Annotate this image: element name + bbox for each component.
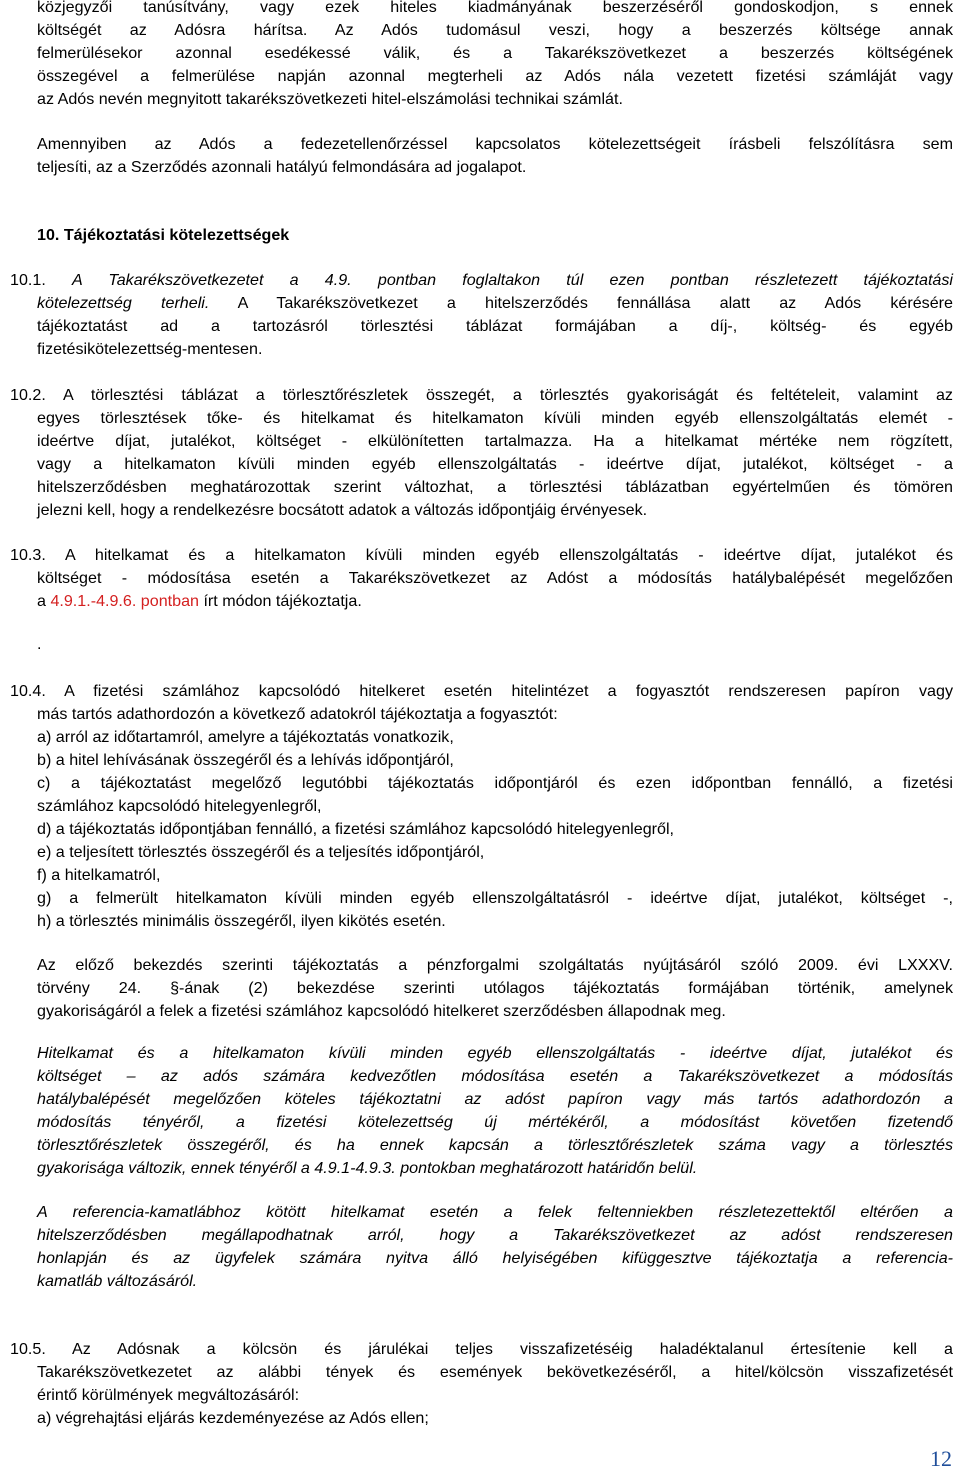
paragraph-number: 10.4. (10, 682, 46, 700)
text-line: az Adós nevén megnyitott takarékszövetkezeti hitel-elszámolási technikai számlát. (37, 90, 623, 108)
text-line: egyes törlesztések tőke- és hitelkamat és hitelkamaton kívüli minden egyéb ellenszolgáltatás elemét - (37, 409, 953, 427)
italic-block-1 (37, 1042, 953, 1180)
text-line: költséget – az adós számára kedvezőtlen módosítása esetén a Takarékszövetkezet a módosítás (37, 1067, 953, 1085)
paragraph-number: 10.1. (10, 271, 46, 289)
stray-dot (37, 633, 953, 656)
paragraph-10-4 (10, 680, 953, 933)
text-line: ideértve díjat, jutalékot, költséget - elkülönítetten tartalmazza. Ha a hitelkamat mértéke nem rögzített, (37, 432, 953, 450)
text-line: törlesztőrészletek összegéről, és ha ennek kapcsán a törlesztőrészletek száma vagy a törlesztés (37, 1136, 953, 1154)
list-item: f) a hitelkamatról, (37, 866, 161, 884)
text-fragment: írt módon tájékoztatja. (198, 592, 362, 610)
italic-text: kötelezettség terheli. (37, 294, 210, 312)
text-line: fizetésikötelezettség-mentesen. (37, 340, 263, 358)
list-item: h) a törlesztés minimális összegéről, ilyen kikötés esetén. (37, 912, 446, 930)
cross-reference: 4.9.1.-4.9.6. pontban (50, 592, 199, 610)
paragraph-number: 10.2. (10, 386, 46, 404)
paragraph-number: 10.3. (10, 546, 46, 564)
text-line: törvény 24. §-ának (2) bekezdése szerinti utólagos tájékoztatás formájában történik, amelynek (37, 979, 953, 997)
section-heading (37, 224, 953, 247)
paragraph-10-2 (10, 384, 953, 522)
text-line: Amennyiben az Adós a fedezetellenőrzéssel kapcsolatos kötelezettségeit írásbeli felszólításra sem (37, 135, 953, 153)
list-item: számlához kapcsolódó hitelegyenlegről, (37, 797, 322, 815)
text-fragment: A törlesztési táblázat a törlesztőrészletek összegét, a törlesztés gyakoriságát és feltételeit, valamint az (62, 386, 953, 404)
list-item: c) a tájékoztatást megelőző legutóbbi tájékoztatás időpontjáról és ezen időpontban fennálló, a fizetési (37, 774, 953, 792)
text-fragment: A fizetési számlához kapcsolódó hitelkeret esetén hitelintézet a fogyasztót rendszeresen papíron vagy (64, 682, 953, 700)
text-line: összegével a felmerülése napján azonnal megterheli az Adós nála vezetett fizetési számláját vagy (37, 67, 953, 85)
text-line: tájékoztatást ad a tartozásról törlesztési táblázat formájában a díj-, költség- és egyéb (37, 317, 953, 335)
text-line: hitelszerződésben megállapodhatnak arról, hogy a Takarékszövetkezet az adóst rendszeresen (37, 1226, 953, 1244)
section-title: 10. Tájékoztatási kötelezettségek (37, 226, 290, 244)
list-item: a) arról az időtartamról, amelyre a tájékoztatás vonatkozik, (37, 728, 454, 746)
text-line: Az előző bekezdés szerinti tájékoztatás a pénzforgalmi szolgáltatás nyújtásáról szóló 2009. évi LXXXV. (37, 956, 953, 974)
text-line: felmerülésekor azonnal esedékessé válik, és a Takarékszövetkezet a beszerzés költségének (37, 44, 953, 62)
text-line: költségét az Adósra hárítsa. Az Adós tudomásul veszi, hogy a beszerzés költsége annak (37, 21, 953, 39)
intro-paragraph (37, 0, 953, 111)
paragraph-10-4-after (37, 954, 953, 1023)
text-line: módosítás tényéről, a fizetési kötelezettség új mértékéről, a módosítást követően fizetendő (37, 1113, 953, 1131)
text-line: honlapján és az ügyfelek számára nyitva álló helyiségében kifüggesztve tájékoztatja a referencia- (37, 1249, 953, 1267)
text-line: kamatláb változásáról. (37, 1272, 198, 1290)
text-fragment: A hitelkamat és a hitelkamaton kívüli minden egyéb ellenszolgáltatás - ideértve díjat, jutalékot és (64, 546, 953, 564)
paragraph-10-3 (10, 544, 953, 613)
paragraph-number: 10.5. (10, 1340, 46, 1358)
text-line: más tartós adathordozón a következő adatokról tájékoztatja a fogyasztót: (37, 705, 558, 723)
text-line: érintő körülmények megváltozásáról: (37, 1386, 300, 1404)
text-fragment: Az Adósnak a kölcsön és járulékai teljes visszafizetéséig haladéktalanul értesítenie kell a (71, 1340, 953, 1358)
text-line: hitelszerződésben meghatározottak szerint változhat, a törlesztési táblázatban egyértelműen és tömören (37, 478, 953, 496)
italic-block-2 (37, 1201, 953, 1293)
text-line: . (37, 635, 42, 653)
paragraph-10-1 (10, 269, 953, 361)
text-line: Hitelkamat és a hitelkamaton kívüli minden egyéb ellenszolgáltatás - ideértve díjat, jutalékot és (37, 1044, 953, 1062)
text-line: vagy a hitelkamaton kívüli minden egyéb ellenszolgáltatás - ideértve díjat, jutalékot, költséget - a (37, 455, 953, 473)
list-item: d) a tájékoztatás időpontjában fennálló, a fizetési számlához kapcsolódó hitelegyenlegről, (37, 820, 674, 838)
list-item: e) a teljesített törlesztés összegéről és a teljesítés időpontjáról, (37, 843, 485, 861)
fedezet-paragraph (37, 133, 953, 179)
text-line: költséget - módosítása esetén a Takarékszövetkezet az Adóst a módosítás hatálybalépését megelőzően (37, 569, 953, 587)
text-line: közjegyzői tanúsítvány, vagy ezek hiteles kiadmányának beszerzéséről gondoskodjon, s ennek (37, 0, 953, 16)
text-line: a) végrehajtási eljárás kezdeményezése az Adós ellen; (37, 1409, 429, 1427)
text-line: A referencia-kamatlábhoz kötött hitelkamat esetén a felek feltenniekben részletezettektől eltérően a (37, 1203, 953, 1221)
text-line: hatálybalépését megelőzően köteles tájékoztatni az adóst papíron vagy más tartós adathordozón a (37, 1090, 953, 1108)
text-line: Takarékszövetkezetet az alábbi tények és események bekövetkezéséről, a hitel/kölcsön visszafizetését (37, 1363, 953, 1381)
text-line: gyakoriságáról a felek a fizetési számlához kapcsolódó hitelkeret szerződésben állapodnak meg. (37, 1002, 726, 1020)
text-line: gyakorisága változik, ennek tényéről a 4.9.1-4.9.3. pontokban meghatározott határidőn belül. (37, 1159, 698, 1177)
page-number: 12 (930, 1446, 952, 1471)
paragraph-10-5 (10, 1338, 953, 1430)
text-line: teljesíti, az a Szerződés azonnali hatályú felmondására ad jogalapot. (37, 158, 527, 176)
text-line: jelezni kell, hogy a rendelkezésre bocsátott adatok a változás időpontjáig érvényesek. (37, 501, 648, 519)
italic-text: A Takarékszövetkezetet a 4.9. pontban foglaltakon túl ezen pontban részletezett tájékoztatási (72, 271, 953, 289)
text-fragment: A Takarékszövetkezet a hitelszerződés fennállása alatt az Adós kérésére (209, 294, 953, 312)
text-fragment: a (37, 592, 51, 610)
list-item: b) a hitel lehívásának összegéről és a lehívás időpontjáról, (37, 751, 454, 769)
list-item: g) a felmerült hitelkamaton kívüli minden egyéb ellenszolgáltatásról - ideértve díjat, jutalékot, költséget -, (37, 889, 953, 907)
